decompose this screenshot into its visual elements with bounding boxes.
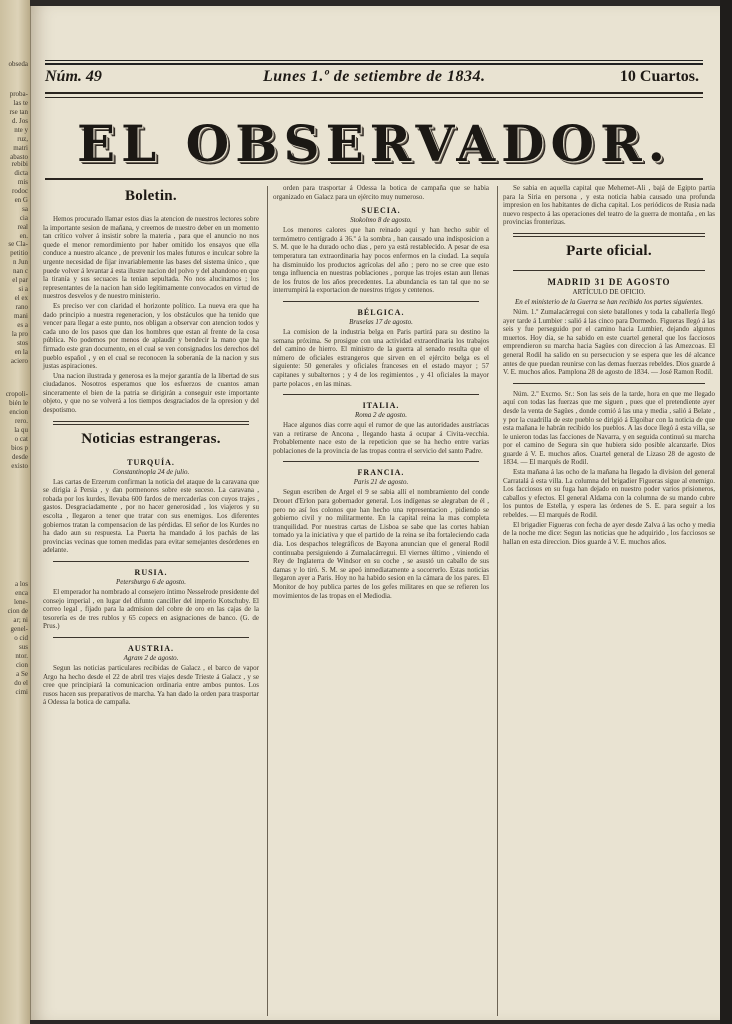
divider xyxy=(283,461,479,462)
turquia-dateline: Constantinopla 24 de julio. xyxy=(112,467,190,476)
suecia-text: Los menores calores que han reinado aquí y han hecho subir el termómetro centígrado á 36.º á la sombra , han causado una indisposicion a S. M. que le ha durado ocho dias , pero ya está restablecido. A pesar de esa temperatura tan extraordinaria hay pocos enfermos en la ciudad. La sequía ha disminuido los productos agrícolas del año ; pero no se cree que esto tenga influencia en nuestras poblaciones , porque las trojes estan aun llenas de los frutos de los años precedentes. La abundancia es tan tal que no se interrumpirá la exportacion de nuestros trigos y centenos. xyxy=(273,226,489,295)
ministerio-line: En el ministerio de la Guerra se han recibido los partes siguientes. xyxy=(515,297,703,306)
italia-text: Hace algunos dias corre aquí el rumor de que las autoridades austríacas van a retirarse de Ancona , llegando hasta á ocupar á Civita-vecchia. Probablemente nace esto de la repeticion que se ha hecho entre varias poblaciones de la provincia de las tropas contra el servicio del santo Padre. xyxy=(273,421,489,455)
parte-text: Esta mañana á las ocho de la mañana ha llegado la division del general Carratalá á esta villa. La columna del brigadier Figueras sigue al enemigo. Los facciosos en su fuga han dejado en nuestro poder varios prisioneros, caballos y efectos. El general Aldama con la columna de su mando cubre los puntos de Estella, y espera las órdenes de S. E. para seguir a los rebeldes. — El marqués de Rodil. xyxy=(503,468,715,520)
masthead-rule-top xyxy=(45,92,703,94)
adjacent-page-edge xyxy=(0,0,30,1024)
francia-heading: FRANCIA. xyxy=(357,468,405,478)
boletin-paragraph: Es preciso ver con claridad el horizonte político. La nueva era que ha dado principio a nuestra regeneracion, y los obstáculos que ha tenido que vencer para llegar a este punto, nos obligan a observar con atencion todos y cada uno de los pasos que dan los hombres que estan al frente de la cosa pública. No podemos por menos de aplaudir y bendecir la mano que ha firmado este gran documento, en el cual se ven consignados los derechos del pueblo español , y en el cual se reconocen la soberanía de la nacion y sus justas aspiraciones. xyxy=(43,301,259,371)
masthead-rule-bottom xyxy=(45,178,703,180)
parte-text: El brigadier Figueras con fecha de ayer desde Zalva á las ocho y media de la noche me dice: Segun las noticias que he adquirido , los facciosos se hallan en esta direccion. Dios guarde á V. E. muchos años. xyxy=(503,520,715,546)
parte-text: Núm. 1.º Zumalacárregui con siete batallones y toda la caballería llegó ayer tarde á Lumbier : salió á las cinco para Dormedo. Figueras llegó á las seis y fue perseguido por el camino hacia Lumbier, dejando algunos muertos. Hoy dia, se ha sabido en este cuartel general que los facciosos emprendieron su marcha hacia Sagües con direccion á las Amezcoas. El general Rodil ha salido en su persecucion y se espera que les dé alcance antes de que puedan reunirse con las demas fuerzas rebeldes. Dios guarde á V. E. muchos años. Pamplona 28 de agosto de 1834. — José Ramon Rodil. xyxy=(503,307,715,377)
boletin-text xyxy=(43,215,259,415)
divider xyxy=(53,637,249,638)
background-strip xyxy=(720,0,732,1024)
issue-date: Lunes 1.º de setiembre de 1834. xyxy=(263,68,486,85)
column-separator-1 xyxy=(267,186,268,1016)
fragment-3: rebibi dicta mis rodoc en G sa cia real en. xyxy=(11,160,28,240)
turquia-text: Las cartas de Erzerum confirman la noticia del ataque de la caravana que se dirigía á Persia , y dan pormenores sobre este suceso. La caravana , robada por los kurdes, llevaba 600 fardos de mercaderías con cuyos trajes , gastos. Desgraciadamente , por no hacer generosidad , los viajeros y su escolta , llegaron a tener que tratar con sus enemigos. Los diferentes gobiernos tratan la compensacion de las pérdidas. El señor de los Kurdes no ha dado aun su respuesta. La Puerta ha mandado á los pachás de las provincias vecinas que tomen medidas para evitar semejantes desórdenes en adelante. xyxy=(43,477,259,555)
fragment-4: se Cla- petitio n Jun nan c el par si a el ex rano mani es a la pro stos en la aciero xyxy=(8,240,28,365)
italia-dateline: Roma 2 de agosto. xyxy=(354,411,408,420)
francia-dateline: Paris 21 de agosto. xyxy=(353,478,409,487)
fragment-2: proba- las te rse tan d. Jos nte y ruz, matri abasto xyxy=(9,90,28,161)
suecia-dateline: Stokolmo 8 de agosto. xyxy=(350,216,412,225)
boletin-paragraph: Hemos procurado llamar estos dias la atencion de nuestros lectores sobre la importante sesion de mañana, y creemos de nuestro deber en un momento tan crítico volver á insistir sobre la materia , para que el anuncio no nos quede el menor remordimiento por haber omitido los ensayos que ella conduce a nuestro alcance , de prevenir los males futuros e inculcar sobre la urgente necesidad de fijar invariablemente las bases del sistema único , que puede volver á levantar á esta ilustre nacion del polvo y del abandono en que la tiranía y sus secuaces la tenian sepultada. No nos alucinamos ; los representantes de la nacion han sido legítimamente convocados en virtud de nuestros desvelos y de nuestro ministerio. xyxy=(43,215,259,301)
italia-heading: ITALIA. xyxy=(362,401,400,411)
continued-text: Se sabia en aquella capital que Mehemet-Ali , bajá de Egipto partia para la Siria en persona , y esta noticia habia causado una profunda impresion en los habitantes de dicha capital. Los periódicos de Rusia nada nuevo respecto á las operaciones del teatro de la guerra de montaña , en las provincias fronterizas. xyxy=(503,184,715,227)
issue-price: 10 Cuartos. xyxy=(619,68,699,85)
parte-text: Núm. 2.º Excmo. Sr.: Son las seis de la tarde, hora en que me llegado aquí con todas las fuerzas que me siguen , pues que el pretendiente ayer desde la venta de Sagües , donde comió á las una y media , salió á Belate , y por la cuadrilla de este pueblo se dirigió á Elgoibar con la noticia de que esta mañana le habrán recibido los pueblos. A las doce llegó á esta villa, se le unieron todas las facciones de Navarra, y en seguida continuó su marcha por el camino de Segura sin que hubiera sido posible alcanzarle. Dios guarde á V. E. muchos años. Cuartel general de Lizaso 28 de agosto de 1834. — El marqués de Rodil. xyxy=(503,389,715,467)
rusia-heading: RUSIA. xyxy=(134,568,168,577)
fragment-6: a los enca lene- cion de ar; ni genel- o cid sus ntor. cion a Se do el cimi xyxy=(7,580,28,696)
column-separator-2 xyxy=(497,186,498,1016)
austria-text: Segun las noticias particulares recibidas de Galacz , el barco de vapor Argo ha hecho desde el 22 de abril tres viajes desde Trieste á Galacz , y se cree que principiará la comunicacion ordinaria entre ambos puntos. Los rusos hacen sus preparativos de marcha. Ya han dado la orden para trasportar á Odessa la botica de campaña. xyxy=(43,663,259,707)
articulo-heading: ARTÍCULO DE OFICIO. xyxy=(572,287,646,296)
divider xyxy=(283,301,479,302)
issue-header xyxy=(41,66,703,88)
fragment-5: cropoli- bién le encion rero. la qu o cat bios p desde existo xyxy=(5,390,28,470)
divider xyxy=(283,394,479,395)
top-rule-thick xyxy=(45,63,703,65)
newspaper-title: EL OBSERVADOR. xyxy=(76,114,672,173)
austria-heading: AUSTRIA. xyxy=(127,643,174,653)
column-2 xyxy=(273,184,489,601)
newspaper-page xyxy=(30,6,720,1020)
continued-text: orden para trasportar á Odessa la botica de campaña que se habia organizado en Galacz para un ejército muy numeroso. xyxy=(273,184,489,201)
madrid-dateline: MADRID 31 DE AGOSTO xyxy=(547,276,671,287)
austria-dateline: Agram 2 de agosto. xyxy=(123,653,179,662)
section-divider xyxy=(513,233,705,237)
belgica-heading: BÉLGICA. xyxy=(357,307,405,317)
column-3 xyxy=(503,184,715,547)
divider xyxy=(513,270,705,271)
masthead-rule-top-thin xyxy=(45,97,703,98)
top-rule xyxy=(45,60,703,61)
rusia-text: El emperador ha nombrado al consejero íntimo Nesselrode presidente del consejo imperial , en lugar del difunto canciller del imperio Kotschuby. El correo legal , fijado para la admision del cobre de oro en las cajas de la tesorería es de tres rublos y 65 copecs en asignaciones de banco. (G. de Prus.) xyxy=(43,588,259,631)
foreign-news-heading: Noticias estrangeras. xyxy=(81,430,221,447)
divider xyxy=(53,561,249,562)
issue-number: Núm. 49 xyxy=(45,68,102,85)
francia-text: Segun escriben de Argel el 9 se sabia allí el nombramiento del conde Drouet d'Erlon para gobernador general. Los indígenas se alegraban de él , pero no así los colonos que han hecho una representacion , pidiendo se gobierno civil y no militarmente. En la capital reina la mas completa tranquilidad. Por nuestras cartas de Lisboa se sabe que las cortes habian tomado ya la iniciativa y que el partido de la reina se iba fortaleciendo cada dia. Los despachos telegráficos de Bayona anuncian que el general Rodil continuaba persiguiendo á Zumalacárregui. El viernes último , viniendo el Rey de Inglaterra de Windsor en su coche , se asustó un caballo de sus damas y lo tiró. S. M. se apeó inmediatamente a socorrerlo. Estas noticias llegaron ayer a Paris. Hoy no ha habido sesion en la cámara de los pares. El Monitor de hoy publica partes de los gefes militares en que se refieren los movimientos de las tropas en el Mediodia. xyxy=(273,488,489,600)
fragment-1: obseda xyxy=(8,60,28,68)
column-1 xyxy=(43,184,259,708)
boletin-paragraph: Una nacion ilustrada y generosa es la mejor garantía de la libertad de sus ciudadanos. Nosotros esperamos que los esfuerzos de cuantos aman sinceramente el bien de la patria se dirigirán a conseguir este importante objeto, y que no se volverá a los tiempos desgraciados de la opresion y del despotismo. xyxy=(43,371,259,415)
belgica-dateline: Bruselas 17 de agosto. xyxy=(349,317,413,326)
belgica-text: La comision de la industria belga en Paris partirá para su destino la semana próxima. Se prosigue con una actividad extraordinaria los trabajos del camino de hierro. El ministro de la guerra al senado resulta que el número de oficiales estrangeros que sirven en el ejército belga es el siguiente: 50 generales y oficiales franceses en el estado mayor ; 57 capitanes y subalternos ; y 4 de los regimientos , y 41 oficiales la mayor parte polacos , en las minas. xyxy=(273,327,489,388)
divider xyxy=(513,383,705,384)
suecia-heading: SUECIA. xyxy=(361,206,401,216)
boletin-heading: Boletin. xyxy=(125,188,177,204)
rusia-dateline: Petersburgo 6 de agosto. xyxy=(115,578,187,586)
parte-oficial-heading: Parte oficial. xyxy=(566,242,652,259)
turquia-heading: TURQUÍA. xyxy=(127,457,175,467)
section-divider xyxy=(53,421,249,425)
